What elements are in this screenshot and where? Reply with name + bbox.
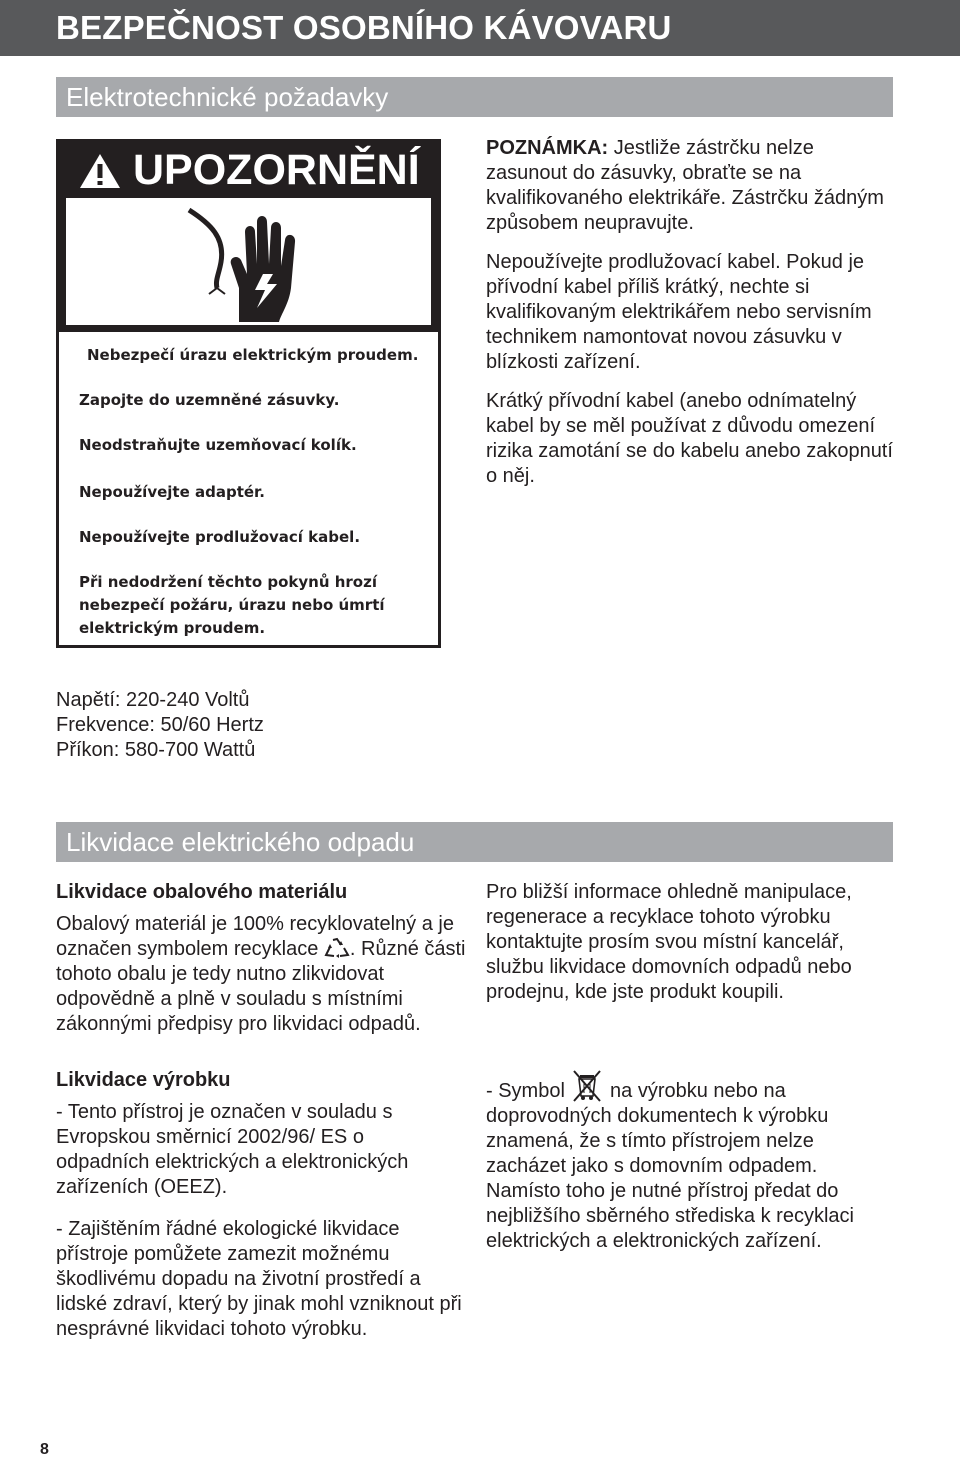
section-header-disposal	[56, 822, 893, 862]
product-paragraph-1	[56, 1100, 456, 1200]
section-title-electrical: Elektrotechnické požadavky	[66, 82, 389, 112]
symbol-text-end: na výrobku nebo na doprovodných dokumentech k výrobku znamená, že s tímto přístrojem nelze zacházet jako s domovním odpadem. Namísto toho je nutné přístroj předat do nejbližšího sběrného střediska k recyklaci elektrických a elektronických zařízení.	[486, 1080, 854, 1252]
spec-frequency: Frekvence: 50/60 Hertz	[56, 714, 264, 736]
warning-line-shock: Nebezpečí úrazu elektrickým proudem.	[87, 346, 419, 364]
crossed-out-bin-icon	[570, 1069, 604, 1103]
extension-cord-text: Nepoužívejte prodlužovací kabel. Pokud je přívodní kabel příliš krátký, nechte si kvalifikovaným elektrikářem nebo servisním technikem namontovat novou zásuvku v blízkosti zařízení.	[486, 251, 872, 373]
product-text-1: - Tento přístroj je označen v souladu s Evropskou směrnicí 2002/96/ ES o odpadních elektrických a elektronických zařízeních (OEEZ).	[56, 1101, 409, 1198]
extension-cord-paragraph	[486, 250, 886, 375]
spec-power: Příkon: 580-700 Wattů	[56, 739, 256, 761]
page-number: 8	[40, 1441, 49, 1458]
symbol-text-start: - Symbol	[486, 1080, 571, 1102]
warning-line-pin: Neodstraňujte uzemňovací kolík.	[79, 436, 357, 454]
warning-line-adapter: Nepoužívejte adaptér.	[79, 483, 265, 501]
warning-triangle-icon	[78, 152, 122, 190]
packaging-text-start: Obalový materiál je 100% recyklovatelný a je označen symbolem recyklace	[56, 913, 454, 960]
note-label: POZNÁMKA:	[486, 137, 609, 159]
product-paragraph-2	[56, 1217, 476, 1342]
symbol-paragraph	[486, 1069, 896, 1254]
warning-line-extension: Nepoužívejte prodlužovací kabel.	[79, 528, 361, 546]
electrical-specs	[56, 688, 456, 763]
info-paragraph	[486, 880, 886, 1005]
warning-line-consequence: Při nedodržení těchto pokynů hrozí nebezpečí požáru, úrazu nebo úmrtí elektrickým proudem.	[79, 573, 385, 637]
warning-pictogram	[59, 198, 438, 332]
packaging-heading: Likvidace obalového materiálu	[56, 881, 348, 903]
warning-title: UPOZORNĚNÍ	[133, 146, 420, 194]
note-paragraph	[486, 136, 886, 236]
product-disposal-heading: Likvidace výrobku	[56, 1069, 231, 1091]
packaging-paragraph	[56, 912, 476, 1037]
recycle-icon	[324, 937, 350, 959]
page-title-bar	[0, 0, 960, 56]
product-text-2: - Zajištěním řádné ekologické likvidace přístroje pomůžete zamezit možnému škodlivému dopadu na životní prostředí a lidské zdraví, který by jinak mohl vzniknout při nesprávné likvidaci tohoto výrobku.	[56, 1218, 462, 1340]
info-text: Pro bližší informace ohledně manipulace, regenerace a recyklace tohoto výrobku kontaktujte prosím svou místní kancelář, službu likvidace domovních odpadů nebo prodejnu, kde jste produkt koupili.	[486, 881, 852, 1003]
warning-header	[59, 142, 438, 198]
note-text: Jestliže zástrčku nelze zasunout do zásuvky, obraťte se na kvalifikovaného elektrikáře. Zástrčku žádným způsobem neupravujte.	[486, 137, 884, 234]
section-header-electrical	[56, 77, 893, 117]
spec-voltage: Napětí: 220-240 Voltů	[56, 689, 250, 711]
packaging-text-end: . Různé části tohoto obalu je tedy nutno zlikvidovat odpovědně a plně v souladu s místními zákonnými předpisy pro likvidaci odpadů.	[56, 938, 466, 1035]
page-title: BEZPEČNOST OSOBNÍHO KÁVOVARU	[56, 9, 672, 46]
warning-line-grounded: Zapojte do uzemněné zásuvky.	[79, 391, 340, 409]
section-title-disposal: Likvidace elektrického odpadu	[66, 827, 415, 857]
warning-box	[56, 139, 441, 648]
short-cord-text: Krátký přívodní kabel (anebo odnímatelný kabel by se měl používat z důvodu omezení rizika zamotání se do kabelu anebo zakopnutí o něj.	[486, 390, 893, 487]
short-cord-paragraph	[486, 389, 896, 489]
electric-shock-hand-icon	[181, 204, 311, 326]
